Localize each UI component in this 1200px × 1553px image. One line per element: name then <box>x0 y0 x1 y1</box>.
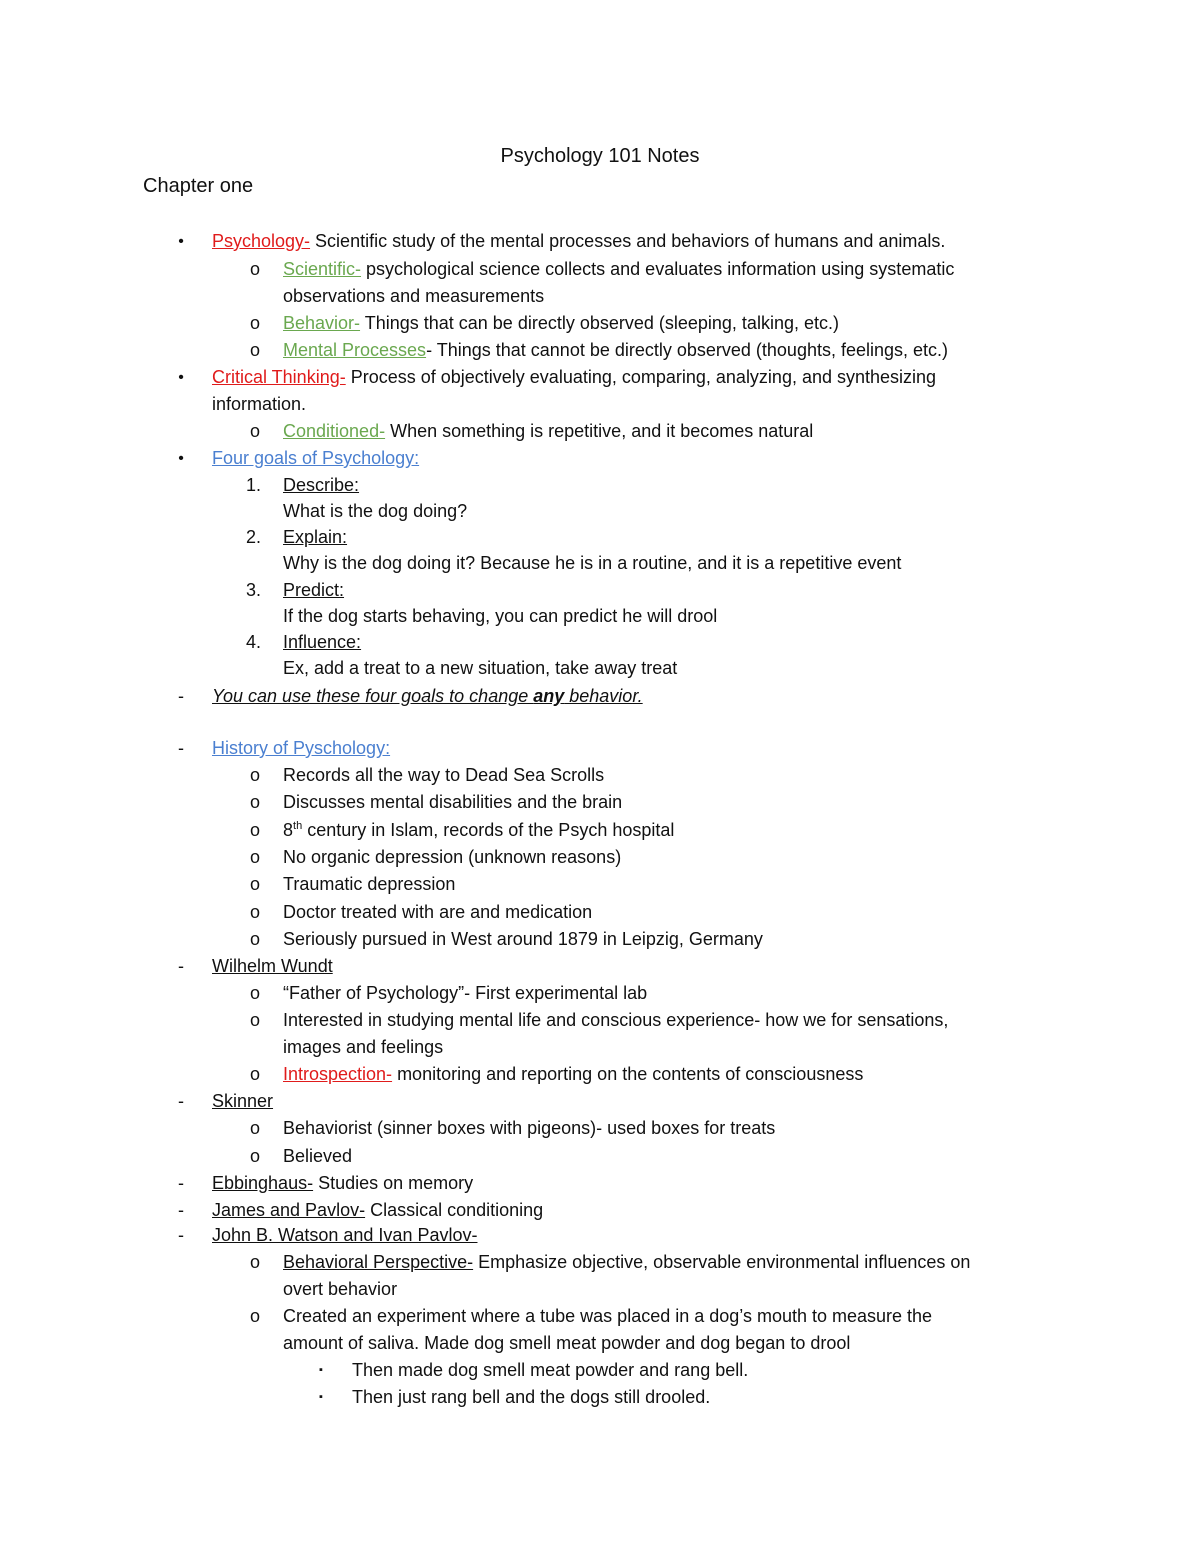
circle-marker: o <box>249 874 260 894</box>
term-psychology: Psychology- <box>212 231 311 251</box>
term-mental-processes: Mental Processes <box>283 340 427 360</box>
square-marker: ▪ <box>319 1364 323 1376</box>
list-text <box>283 817 674 844</box>
dash-marker: - <box>178 1200 184 1220</box>
number-marker: 1. <box>246 475 262 495</box>
term-critical-thinking: Critical Thinking- <box>212 367 346 387</box>
note-emphasis: any <box>533 686 565 706</box>
circle-marker: o <box>249 340 260 360</box>
goal-predict: Predict: <box>283 580 345 600</box>
list-text: Then just rang bell and the dogs still drooled. <box>352 1387 711 1407</box>
goal-describe: Describe: <box>283 475 360 495</box>
circle-marker: o <box>249 1010 260 1030</box>
bullet-marker: • <box>178 369 184 386</box>
name-wundt: Wilhelm Wundt <box>212 956 333 976</box>
ordinal-suffix: th <box>293 820 303 832</box>
note-text: You can use these four goals to change <box>212 686 534 706</box>
definition-text: Scientific study of the mental processes and behaviors of humans and animals. <box>310 231 946 251</box>
circle-marker: o <box>249 929 260 949</box>
list-text: amount of saliva. Made dog smell meat powder and dog began to drool <box>283 1333 851 1353</box>
century-number: 8 <box>283 820 294 840</box>
goal-explain: Explain: <box>283 527 348 547</box>
heading-history: History of Pyschology: <box>212 738 391 758</box>
list-text: Seriously pursued in West around 1879 in Leipzig, Germany <box>283 929 763 949</box>
definition-text: Classical conditioning <box>365 1200 544 1220</box>
number-marker: 2. <box>246 527 262 547</box>
dash-marker: - <box>178 686 184 706</box>
circle-marker: o <box>249 313 260 333</box>
bullet-marker: • <box>178 233 184 250</box>
document-title: Psychology 101 Notes <box>500 145 700 167</box>
circle-marker: o <box>249 1118 260 1138</box>
definition-text: When something is repetitive, and it becomes natural <box>385 421 814 441</box>
goal-detail: What is the dog doing? <box>283 501 468 521</box>
square-marker: ▪ <box>319 1391 323 1403</box>
list-text: Interested in studying mental life and conscious experience- how we for sensations, <box>283 1010 949 1030</box>
circle-marker: o <box>249 820 260 840</box>
definition-text: observations and measurements <box>283 286 545 306</box>
list-text: “Father of Psychology”- First experimental lab <box>283 983 648 1003</box>
circle-marker: o <box>249 1252 260 1272</box>
list-text: Then made dog smell meat powder and rang bell. <box>352 1360 749 1380</box>
name-watson-pavlov: John B. Watson and Ivan Pavlov- <box>212 1225 478 1245</box>
note-text: behavior. <box>564 686 643 706</box>
definition-text: Process of objectively evaluating, comparing, analyzing, and synthesizing <box>345 367 937 387</box>
circle-marker: o <box>249 259 260 279</box>
circle-marker: o <box>249 983 260 1003</box>
circle-marker: o <box>249 1064 260 1084</box>
list-text: No organic depression (unknown reasons) <box>283 847 622 867</box>
circle-marker: o <box>249 421 260 441</box>
list-text: Created an experiment where a tube was placed in a dog’s mouth to measure the <box>283 1306 933 1326</box>
circle-marker: o <box>249 847 260 867</box>
list-text: Records all the way to Dead Sea Scrolls <box>283 765 605 785</box>
definition-text: psychological science collects and evaluates information using systematic <box>361 259 955 279</box>
chapter-heading: Chapter one <box>143 175 254 197</box>
definition-text: overt behavior <box>283 1279 398 1299</box>
term-conditioned: Conditioned- <box>283 421 386 441</box>
number-marker: 3. <box>246 580 262 600</box>
goal-detail: If the dog starts behaving, you can predict he will drool <box>283 606 718 626</box>
name-ebbinghaus: Ebbinghaus- <box>212 1173 314 1193</box>
four-goals-note <box>212 683 643 710</box>
goal-influence: Influence: <box>283 632 362 652</box>
dash-marker: - <box>178 738 184 758</box>
goal-detail: Why is the dog doing it? Because he is in a routine, and it is a repetitive event <box>283 553 902 573</box>
definition-text: information. <box>212 394 307 414</box>
dash-marker: - <box>178 1225 184 1245</box>
list-text: images and feelings <box>283 1037 444 1057</box>
term-introspection: Introspection- <box>283 1064 393 1084</box>
term-scientific: Scientific- <box>283 259 362 279</box>
number-marker: 4. <box>246 632 262 652</box>
circle-marker: o <box>249 792 260 812</box>
definition-text: Emphasize objective, observable environmental influences on <box>473 1252 971 1272</box>
circle-marker: o <box>249 765 260 785</box>
list-text: Believed <box>283 1146 353 1166</box>
circle-marker: o <box>249 902 260 922</box>
dash-marker: - <box>178 956 184 976</box>
definition-text: Studies on memory <box>313 1173 474 1193</box>
dash-marker: - <box>178 1091 184 1111</box>
definition-text: - Things that cannot be directly observed (thoughts, feelings, etc.) <box>426 340 949 360</box>
list-text: Discusses mental disabilities and the brain <box>283 792 623 812</box>
list-text-rest: century in Islam, records of the Psych hospital <box>302 820 675 840</box>
definition-text: Things that can be directly observed (sleeping, talking, etc.) <box>360 313 839 333</box>
goal-detail: Ex, add a treat to a new situation, take away treat <box>283 658 678 678</box>
list-text: Doctor treated with are and medication <box>283 902 593 922</box>
list-text: Behaviorist (sinner boxes with pigeons)- used boxes for treats <box>283 1118 776 1138</box>
list-text: Traumatic depression <box>283 874 456 894</box>
bullet-marker: • <box>178 450 184 467</box>
name-skinner: Skinner <box>212 1091 274 1111</box>
dash-marker: - <box>178 1173 184 1193</box>
heading-four-goals: Four goals of Psychology: <box>212 448 420 468</box>
name-james-pavlov: James and Pavlov- <box>212 1200 366 1220</box>
circle-marker: o <box>249 1146 260 1166</box>
term-behavioral-perspective: Behavioral Perspective- <box>283 1252 474 1272</box>
circle-marker: o <box>249 1306 260 1326</box>
definition-text: monitoring and reporting on the contents of consciousness <box>392 1064 864 1084</box>
term-behavior: Behavior- <box>283 313 361 333</box>
